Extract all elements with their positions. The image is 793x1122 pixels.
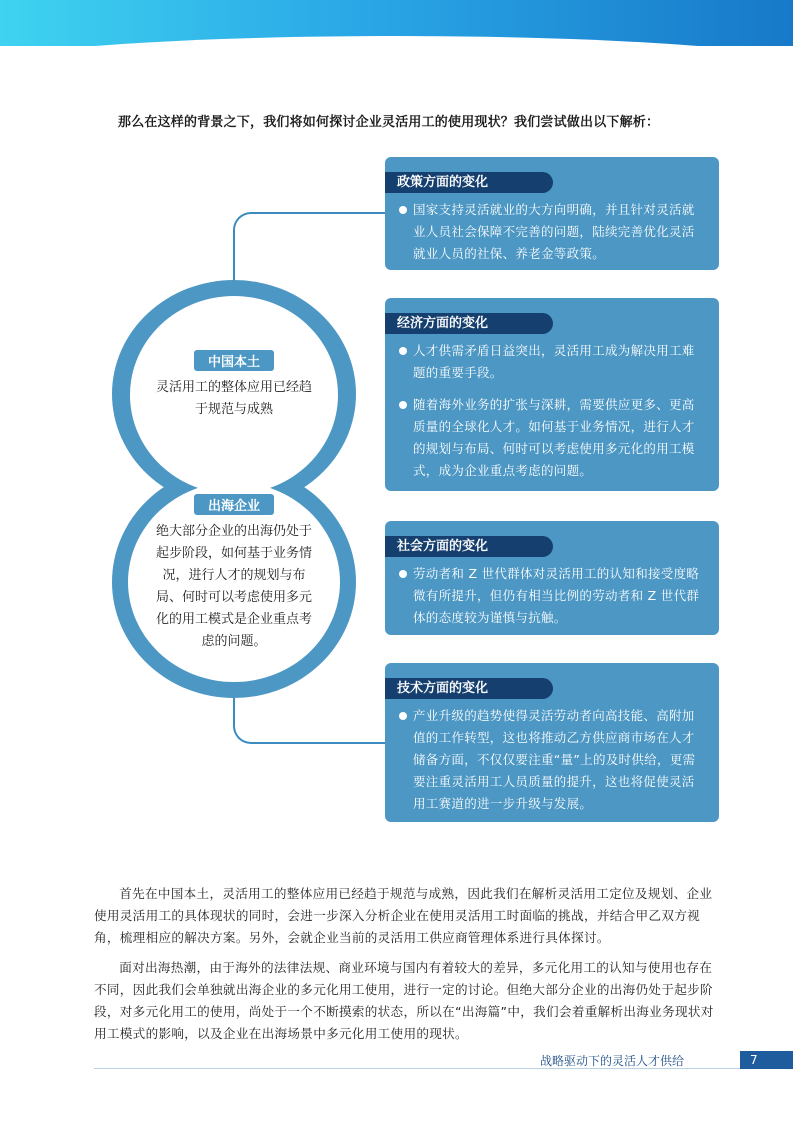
circle-overseas-text: 绝大部分企业的出海仍处于起步阶段，如何基于业务情况，进行人才的规划与布局、何时可以考虑使用多元化的用工模式是企业重点考虑的问题。 — [156, 524, 313, 649]
card-society — [385, 521, 719, 635]
body-text — [94, 883, 719, 1053]
circle-domestic-text: 灵活用工的整体应用已经趋于规范与成熟 — [155, 380, 312, 417]
body-paragraph: 面对出海热潮，由于海外的法律法规、商业环境与国内有着较大的差异，多元化用工的认知与使用也存在不同，因此我们会单独就出海企业的多元化用工使用，进行一定的讨论。但绝大部分企业的出海仍处于起步阶段，对多元化用工的使用，尚处于一个不断摸索的状态，所以在“出海篇”中，我们会着重解析出海业务现状对用工模式的影响，以及企业在出海场景中多元化用工使用的现状。 — [94, 960, 714, 1041]
list-item: 劳动者和 Z 世代群体对灵活用工的认知和接受度略微有所提升，但仍有相当比例的劳动者和 Z 世代群体的态度较为谨慎与抗触。 — [397, 563, 705, 629]
connector-bottom — [233, 690, 387, 744]
card-society-title: 社会方面的变化 — [385, 536, 553, 557]
connector-top — [233, 212, 387, 292]
intro-text: 那么在这样的背景之下，我们将如何探讨企业灵活用工的使用现状？我们尝试做出以下解析： — [118, 115, 660, 130]
circle-domestic — [130, 296, 338, 494]
list-item: 人才供需矛盾日益突出，灵活用工成为解决用工难题的重要手段。 — [397, 340, 705, 384]
card-technology-title: 技术方面的变化 — [385, 678, 553, 699]
card-technology — [385, 663, 719, 822]
list-item: 国家支持灵活就业的大方向明确，并且针对灵活就业人员社会保障不完善的问题，陆续完善优化灵活就业人员的社保、养老金等政策。 — [397, 199, 705, 265]
card-society-list — [397, 563, 705, 639]
card-economy-list — [397, 340, 705, 492]
card-policy — [385, 157, 719, 270]
card-technology-list — [397, 705, 705, 825]
list-item: 产业升级的趋势使得灵活劳动者向高技能、高附加值的工作转型，这也将推动乙方供应商市场在人才储备方面，不仅仅要注重“量”上的及时供给，更需要注重灵活用工人员质量的提升，这也将促使灵活用工赛道的进一步升级与发展。 — [397, 705, 705, 815]
card-policy-title: 政策方面的变化 — [385, 172, 553, 193]
body-paragraph: 首先在中国本土，灵活用工的整体应用已经趋于规范与成熟，因此我们在解析灵活用工定位及规划、企业使用灵活用工的具体现状的同时，会进一步深入分析企业在使用灵活用工时面临的挑战，并结合甲乙双方视角，梳理相应的解决方案。另外，会就企业当前的灵活用工供应商管理体系进行具体探讨。 — [94, 886, 713, 945]
page-number: 7 — [740, 1051, 793, 1069]
circle-overseas — [128, 482, 340, 682]
list-item: 随着海外业务的扩张与深耕，需要供应更多、更高质量的全球化人才。如何基于业务情况，进行人才的规划与布局、何时可以考虑使用多元化的用工模式，成为企业重点考虑的问题。 — [397, 394, 705, 482]
card-economy — [385, 298, 719, 491]
circle-domestic-label: 中国本土 — [194, 350, 274, 371]
circle-overseas-label: 出海企业 — [194, 494, 274, 515]
footer-divider — [94, 1052, 793, 1069]
header-band — [0, 0, 793, 46]
footer-title: 战略驱动下的灵活人才供给 — [540, 1054, 685, 1068]
card-policy-list — [397, 199, 705, 275]
card-economy-title: 经济方面的变化 — [385, 313, 553, 334]
